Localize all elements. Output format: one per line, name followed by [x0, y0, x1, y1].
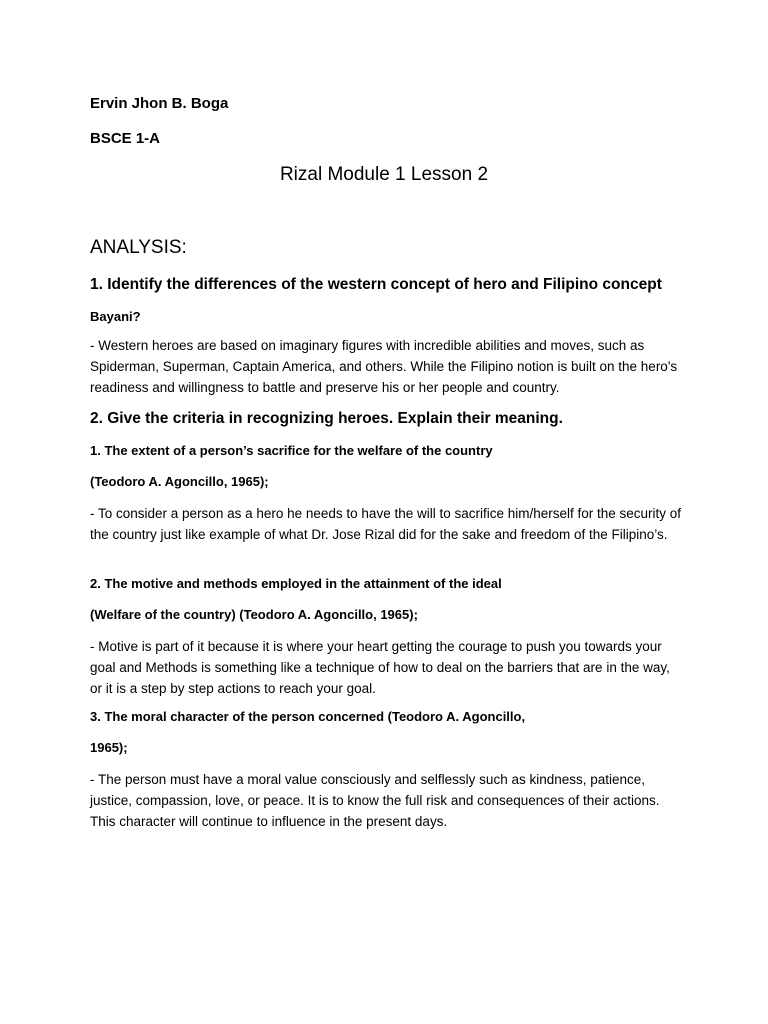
criterion-3-line-2: 1965); [90, 740, 128, 755]
question-2-heading: 2. Give the criteria in recognizing heroes. Explain their meaning. [90, 410, 563, 427]
criterion-1-explanation: - To consider a person as a hero he needs to have the will to sacrifice him/herself for the security of the country just like example of what Dr. Jose Rizal did for the sake and freedom of the Filipino’s. [90, 506, 682, 542]
course-section: BSCE 1-A [90, 130, 161, 147]
student-name: Ervin Jhon B. Boga [90, 95, 229, 112]
criterion-2-line-2: (Welfare of the country) (Teodoro A. Agoncillo, 1965); [90, 607, 418, 622]
criterion-2-explanation: - Motive is part of it because it is where your heart getting the courage to push you towards your goal and Methods is something like a technique of how to deal on the barriers that are in the way, or it is a step by step actions to reach your goal. [90, 639, 670, 696]
criterion-1-line-1: 1. The extent of a person’s sacrifice for the welfare of the country [90, 443, 493, 458]
question-1-heading-continued: Bayani? [90, 309, 141, 324]
criterion-3-line-1: 3. The moral character of the person concerned (Teodoro A. Agoncillo, [90, 709, 526, 724]
criterion-3-explanation: - The person must have a moral value consciously and selflessly such as kindness, patience, justice, compassion, love, or peace. It is to know the full risk and consequences of their actions. This character will continue to influence in the present days. [90, 772, 660, 829]
question-1-answer: - Western heroes are based on imaginary figures with incredible abilities and moves, such as Spiderman, Superman, Captain America, and others. While the Filipino notion is built on the hero's readiness and willingness to battle and preserve his or her people and country. [90, 338, 678, 395]
question-1-heading: 1. Identify the differences of the western concept of hero and Filipino concept [90, 276, 662, 293]
criterion-2-line-1: 2. The motive and methods employed in the attainment of the ideal [90, 576, 502, 591]
section-heading: ANALYSIS: [90, 237, 187, 258]
criterion-1-line-2: (Teodoro A. Agoncillo, 1965); [90, 474, 269, 489]
document-title: Rizal Module 1 Lesson 2 [279, 164, 489, 185]
